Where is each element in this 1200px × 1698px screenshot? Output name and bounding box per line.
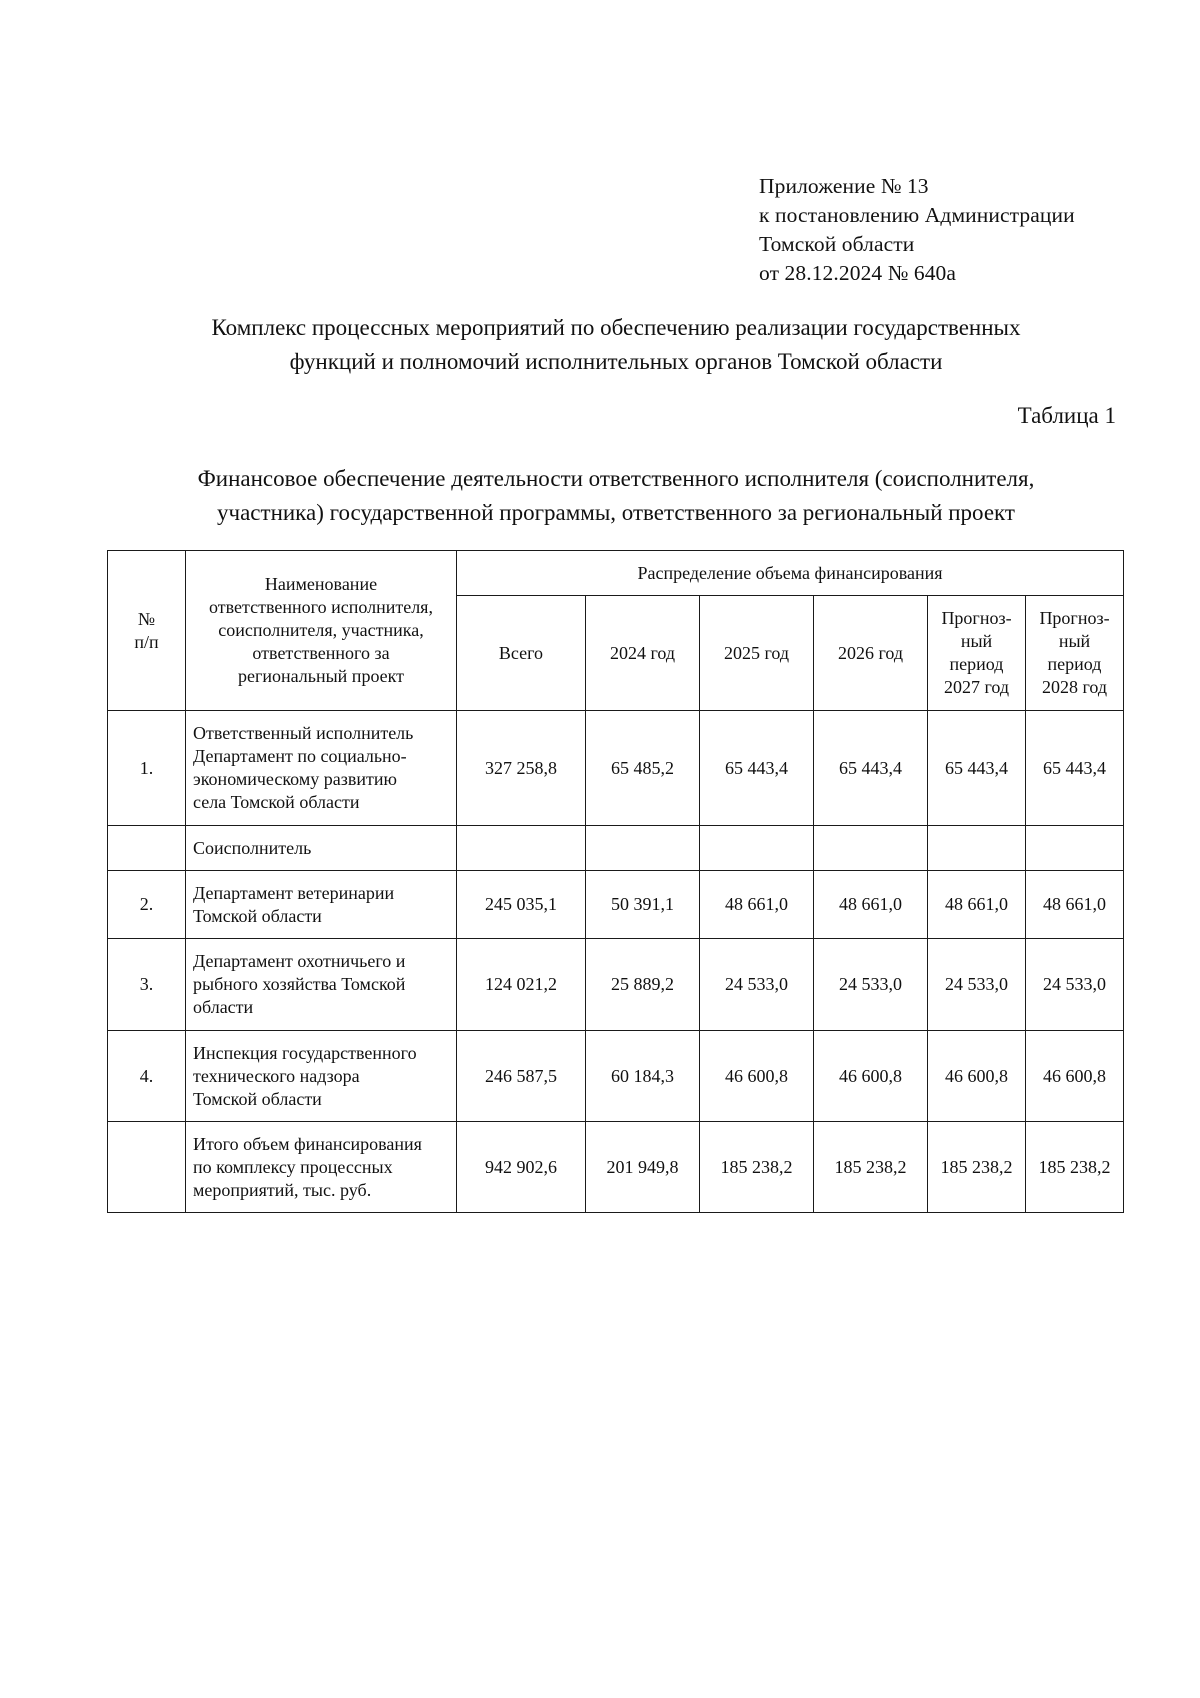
table-row bbox=[108, 1031, 1124, 1122]
header-num bbox=[108, 551, 186, 711]
header-forecast-line: ный bbox=[1058, 631, 1091, 651]
finance-title bbox=[100, 462, 1132, 530]
header-name-line: ответственного за bbox=[252, 643, 390, 663]
row-name-line: по комплексу процессных bbox=[193, 1156, 393, 1177]
row-name bbox=[186, 1031, 457, 1122]
cell-2025: 185 238,2 bbox=[700, 1122, 814, 1213]
header-forecast-line: Прогноз- bbox=[1039, 608, 1110, 628]
cell-2025: 24 533,0 bbox=[700, 939, 814, 1031]
row-num: 2. bbox=[108, 871, 186, 939]
header-forecast-line: 2027 год bbox=[943, 677, 1010, 697]
header-forecast-line: Прогноз- bbox=[941, 608, 1012, 628]
table-header-row bbox=[108, 551, 1124, 596]
appendix-line: к постановлению Администрации bbox=[759, 203, 1075, 227]
cell-2025 bbox=[700, 826, 814, 871]
cell-total: 246 587,5 bbox=[457, 1031, 586, 1122]
cell-2024: 65 485,2 bbox=[586, 711, 700, 826]
header-2024: 2024 год bbox=[586, 596, 700, 711]
cell-2024 bbox=[586, 826, 700, 871]
row-name-line: области bbox=[193, 997, 254, 1017]
cell-2026 bbox=[814, 826, 928, 871]
header-name bbox=[186, 551, 457, 711]
cell-2027: 48 661,0 bbox=[928, 871, 1026, 939]
row-name-line: Ответственный исполнитель bbox=[193, 723, 414, 743]
cell-2024: 25 889,2 bbox=[586, 939, 700, 1031]
row-name-line: Соисполнитель bbox=[193, 837, 312, 858]
table-total-row bbox=[108, 1122, 1124, 1213]
header-num-line: п/п bbox=[134, 631, 159, 652]
cell-2024: 60 184,3 bbox=[586, 1031, 700, 1122]
row-name bbox=[186, 939, 457, 1031]
cell-2026: 48 661,0 bbox=[814, 871, 928, 939]
cell-2027: 46 600,8 bbox=[928, 1031, 1026, 1122]
row-name bbox=[186, 826, 457, 871]
row-name-line: мероприятий, тыс. руб. bbox=[193, 1179, 372, 1200]
cell-2026: 65 443,4 bbox=[814, 711, 928, 826]
table-row bbox=[108, 711, 1124, 826]
cell-2028 bbox=[1026, 826, 1124, 871]
cell-2026: 185 238,2 bbox=[814, 1122, 928, 1213]
row-name-line: Итого объем финансирования bbox=[193, 1133, 422, 1154]
cell-2027: 185 238,2 bbox=[928, 1122, 1026, 1213]
cell-2028: 48 661,0 bbox=[1026, 871, 1124, 939]
cell-total: 327 258,8 bbox=[457, 711, 586, 826]
table-row bbox=[108, 871, 1124, 939]
cell-2026: 24 533,0 bbox=[814, 939, 928, 1031]
row-name bbox=[186, 711, 457, 826]
table-label: Таблица 1 bbox=[1017, 403, 1116, 428]
cell-total: 942 902,6 bbox=[457, 1122, 586, 1213]
cell-total: 245 035,1 bbox=[457, 871, 586, 939]
row-name-line: технического надзора bbox=[193, 1065, 360, 1086]
row-num bbox=[108, 1122, 186, 1213]
header-forecast-line: период bbox=[1047, 654, 1102, 674]
row-name-line: Департамент по социально- bbox=[193, 746, 407, 766]
cell-2028: 185 238,2 bbox=[1026, 1122, 1124, 1213]
table-row bbox=[108, 939, 1124, 1031]
cell-2027: 24 533,0 bbox=[928, 939, 1026, 1031]
appendix-line: от 28.12.2024 № 640а bbox=[759, 261, 957, 285]
complex-title-line: функций и полномочий исполнительных органов Томской области bbox=[289, 349, 943, 374]
finance-title-line: Финансовое обеспечение деятельности ответственного исполнителя (соисполнителя, bbox=[197, 466, 1035, 491]
cell-2027 bbox=[928, 826, 1026, 871]
appendix-line: Томской области bbox=[759, 232, 915, 256]
row-name-line: Томской области bbox=[193, 905, 322, 926]
row-name-line: Инспекция государственного bbox=[193, 1042, 417, 1063]
row-num: 3. bbox=[108, 939, 186, 1031]
cell-2024: 50 391,1 bbox=[586, 871, 700, 939]
header-name-line: ответственного исполнителя, bbox=[209, 597, 433, 617]
row-name-line: села Томской области bbox=[193, 792, 360, 812]
appendix-block bbox=[759, 172, 1075, 288]
header-name-line: соисполнителя, участника, bbox=[218, 620, 424, 640]
header-forecast-2027 bbox=[928, 596, 1026, 711]
header-2026: 2026 год bbox=[814, 596, 928, 711]
complex-title-line: Комплекс процессных мероприятий по обеспечению реализации государственных bbox=[211, 315, 1021, 340]
cell-total bbox=[457, 826, 586, 871]
cell-2025: 65 443,4 bbox=[700, 711, 814, 826]
row-name bbox=[186, 1122, 457, 1213]
financing-table bbox=[107, 550, 1124, 1213]
row-num: 1. bbox=[108, 711, 186, 826]
header-distribution: Распределение объема финансирования bbox=[457, 551, 1124, 596]
row-name-line: рыбного хозяйства Томской bbox=[193, 974, 406, 994]
header-forecast-2028 bbox=[1026, 596, 1124, 711]
table-row bbox=[108, 826, 1124, 871]
cell-2028: 46 600,8 bbox=[1026, 1031, 1124, 1122]
cell-2024: 201 949,8 bbox=[586, 1122, 700, 1213]
row-name-line: Департамент охотничьего и bbox=[193, 951, 406, 971]
row-num: 4. bbox=[108, 1031, 186, 1122]
row-name bbox=[186, 871, 457, 939]
header-name-line: Наименование bbox=[264, 574, 378, 594]
header-forecast-line: период bbox=[949, 654, 1004, 674]
header-forecast-line: ный bbox=[960, 631, 993, 651]
header-forecast-line: 2028 год bbox=[1041, 677, 1108, 697]
cell-2028: 65 443,4 bbox=[1026, 711, 1124, 826]
cell-2027: 65 443,4 bbox=[928, 711, 1026, 826]
cell-2025: 48 661,0 bbox=[700, 871, 814, 939]
complex-title bbox=[100, 311, 1132, 379]
cell-2028: 24 533,0 bbox=[1026, 939, 1124, 1031]
appendix-line: Приложение № 13 bbox=[759, 174, 929, 198]
header-total: Всего bbox=[457, 596, 586, 711]
cell-2025: 46 600,8 bbox=[700, 1031, 814, 1122]
row-name-line: экономическому развитию bbox=[193, 769, 397, 789]
cell-total: 124 021,2 bbox=[457, 939, 586, 1031]
cell-2026: 46 600,8 bbox=[814, 1031, 928, 1122]
header-num-line: № bbox=[137, 608, 156, 629]
row-name-line: Департамент ветеринарии bbox=[193, 882, 395, 903]
row-num bbox=[108, 826, 186, 871]
row-name-line: Томской области bbox=[193, 1088, 322, 1109]
header-name-line: региональный проект bbox=[237, 666, 405, 686]
header-2025: 2025 год bbox=[700, 596, 814, 711]
finance-title-line: участника) государственной программы, ответственного за региональный проект bbox=[217, 500, 1015, 525]
